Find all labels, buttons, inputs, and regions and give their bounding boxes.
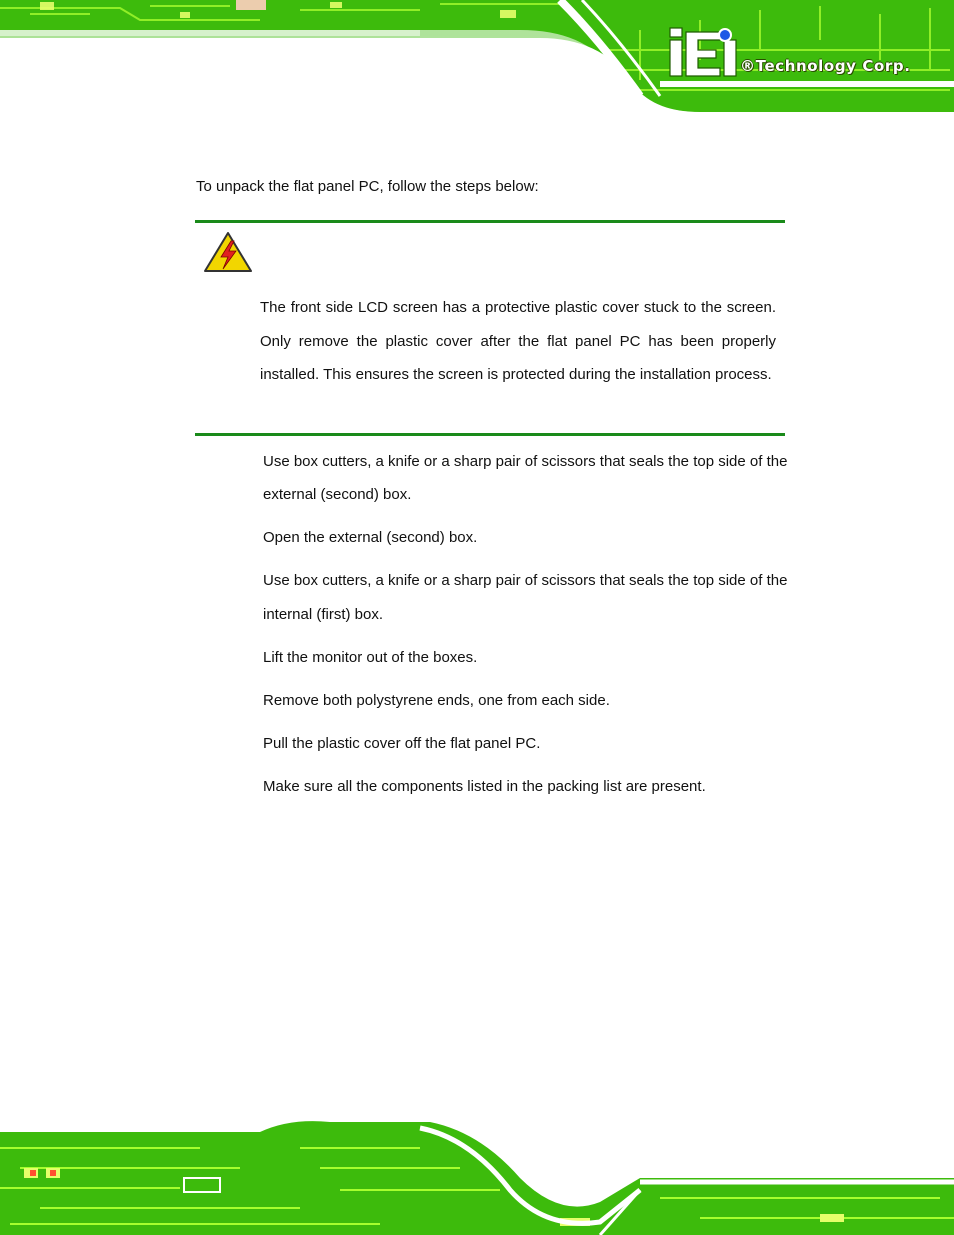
footer-circuit-banner — [0, 1118, 954, 1235]
warning-box — [195, 220, 785, 436]
company-name: ®Technology Corp. — [740, 57, 911, 75]
step-7: Make sure all the components listed in the packing list are present. — [263, 778, 706, 795]
step-1-line-1: Use box cutters, a knife or a sharp pair of scissors that seals the top side of the — [263, 453, 788, 470]
warning-text: The front side LCD screen has a protective plastic cover stuck to the screen. Only remove the plastic cover after the flat panel PC has been properly installed. This ensures the screen is protected during the installation process. — [260, 299, 776, 384]
step-5: Remove both polystyrene ends, one from each side. — [263, 692, 610, 709]
intro-text: To unpack the flat panel PC, follow the steps below: — [196, 178, 539, 195]
warning-high-voltage-icon — [203, 231, 253, 273]
step-1-line-2: external (second) box. — [263, 486, 412, 503]
step-4: Lift the monitor out of the boxes. — [263, 649, 478, 666]
step-3-line-1: Use box cutters, a knife or a sharp pair of scissors that seals the top side of the — [263, 572, 788, 589]
step-2: Open the external (second) box. — [263, 529, 478, 546]
step-6: Pull the plastic cover off the flat panel PC. — [263, 735, 541, 752]
step-3-line-2: internal (first) box. — [263, 606, 384, 623]
